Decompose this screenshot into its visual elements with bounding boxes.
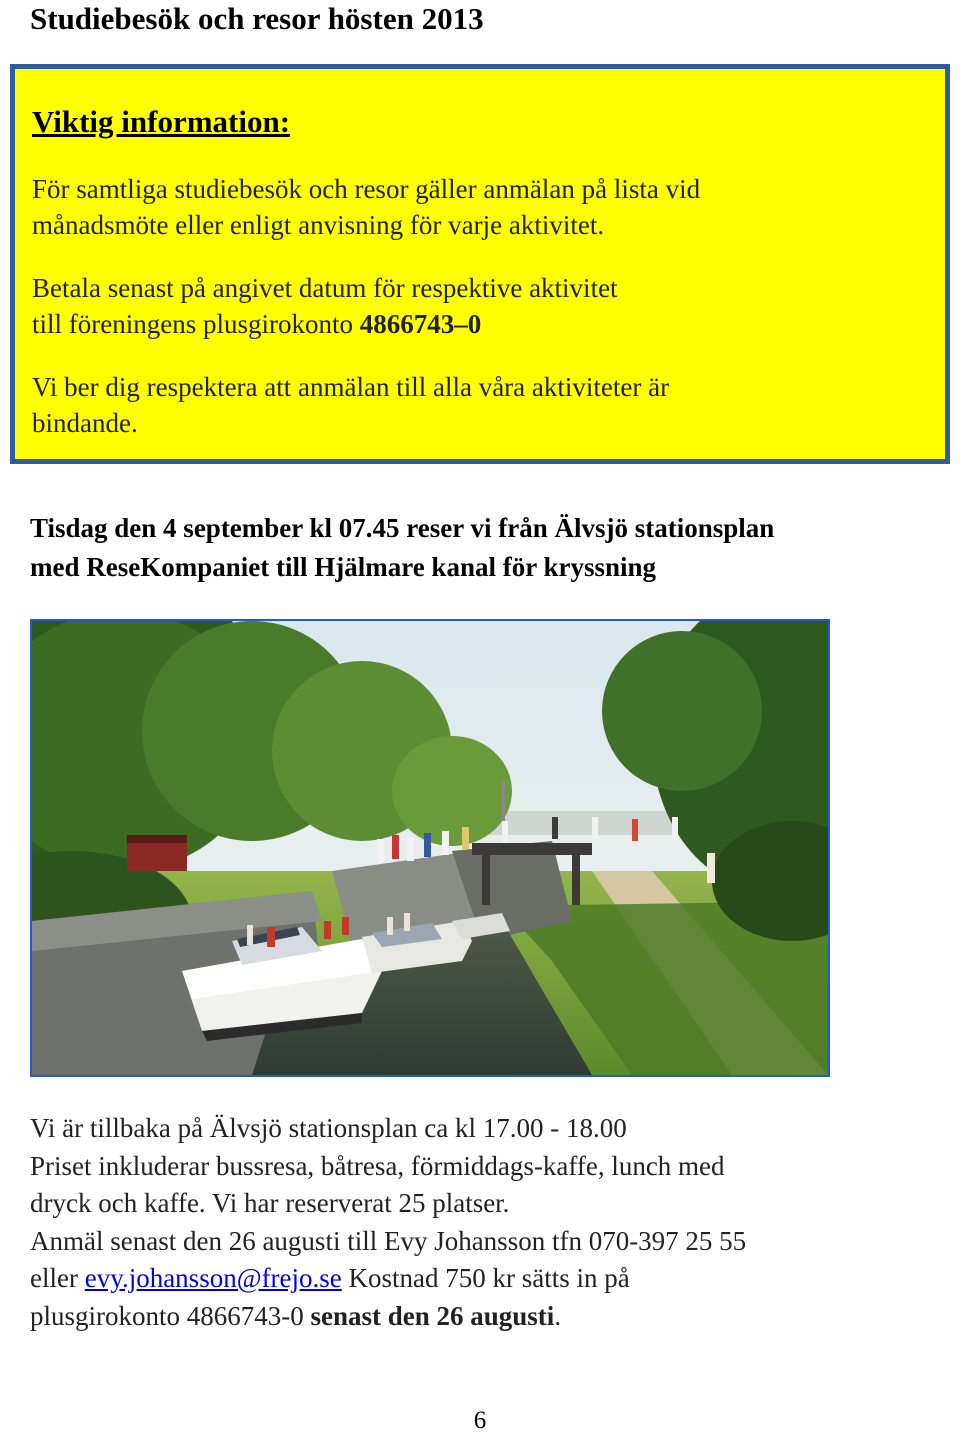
info-line: För samtliga studiebesök och resor gäller anmälan på lista vid bbox=[32, 174, 701, 204]
detail-text: eller bbox=[30, 1263, 85, 1293]
info-line: bindande. bbox=[32, 408, 138, 438]
info-line: Betala senast på angivet datum för respektive aktivitet bbox=[32, 273, 618, 303]
detail-text: Kostnad 750 kr sätts in på bbox=[341, 1263, 630, 1293]
info-text-prefix: till föreningens plusgirokonto bbox=[32, 309, 360, 339]
trip-details bbox=[30, 1110, 945, 1335]
info-line bbox=[32, 306, 922, 342]
page-number: 6 bbox=[473, 1407, 487, 1434]
email-link[interactable]: evy.johansson@frejo.se bbox=[84, 1263, 342, 1293]
info-paragraph-registration bbox=[32, 171, 922, 243]
account-number: 4866743–0 bbox=[359, 309, 482, 339]
info-line: Vi ber dig respektera att anmälan till alla våra aktiviteter är bbox=[32, 372, 670, 402]
detail-line-deadline bbox=[30, 1298, 945, 1336]
detail-line-return: Vi är tillbaka på Älvsjö stationsplan ca kl 17.00 - 18.00 bbox=[30, 1113, 627, 1143]
info-paragraph-payment bbox=[32, 270, 922, 342]
detail-text: plusgirokonto 4866743-0 bbox=[30, 1300, 311, 1331]
deadline-text: senast den 26 augusti bbox=[310, 1300, 555, 1331]
info-heading: Viktig information: bbox=[32, 104, 291, 139]
trip-heading bbox=[30, 509, 945, 587]
canal-lock-photo bbox=[30, 619, 830, 1077]
detail-line-seats: dryck och kaffe. Vi har reserverat 25 platser. bbox=[30, 1188, 510, 1218]
info-line: månadsmöte eller enligt anvisning för varje aktivitet. bbox=[32, 210, 605, 240]
detail-text: . bbox=[554, 1300, 562, 1331]
detail-line-register: Anmäl senast den 26 augusti till Evy Johansson tfn 070-397 25 55 bbox=[30, 1225, 747, 1256]
trip-heading-line: Tisdag den 4 september kl 07.45 reser vi från Älvsjö stationsplan bbox=[30, 513, 775, 543]
page-title: Studiebesök och resor hösten 2013 bbox=[30, 1, 484, 36]
trip-heading-line: med ReseKompaniet till Hjälmare kanal för kryssning bbox=[30, 552, 656, 582]
important-info-box bbox=[10, 64, 950, 464]
info-paragraph-binding bbox=[32, 369, 922, 441]
detail-line-email bbox=[30, 1260, 945, 1298]
detail-line-price: Priset inkluderar bussresa, båtresa, förmiddags-kaffe, lunch med bbox=[30, 1150, 725, 1181]
